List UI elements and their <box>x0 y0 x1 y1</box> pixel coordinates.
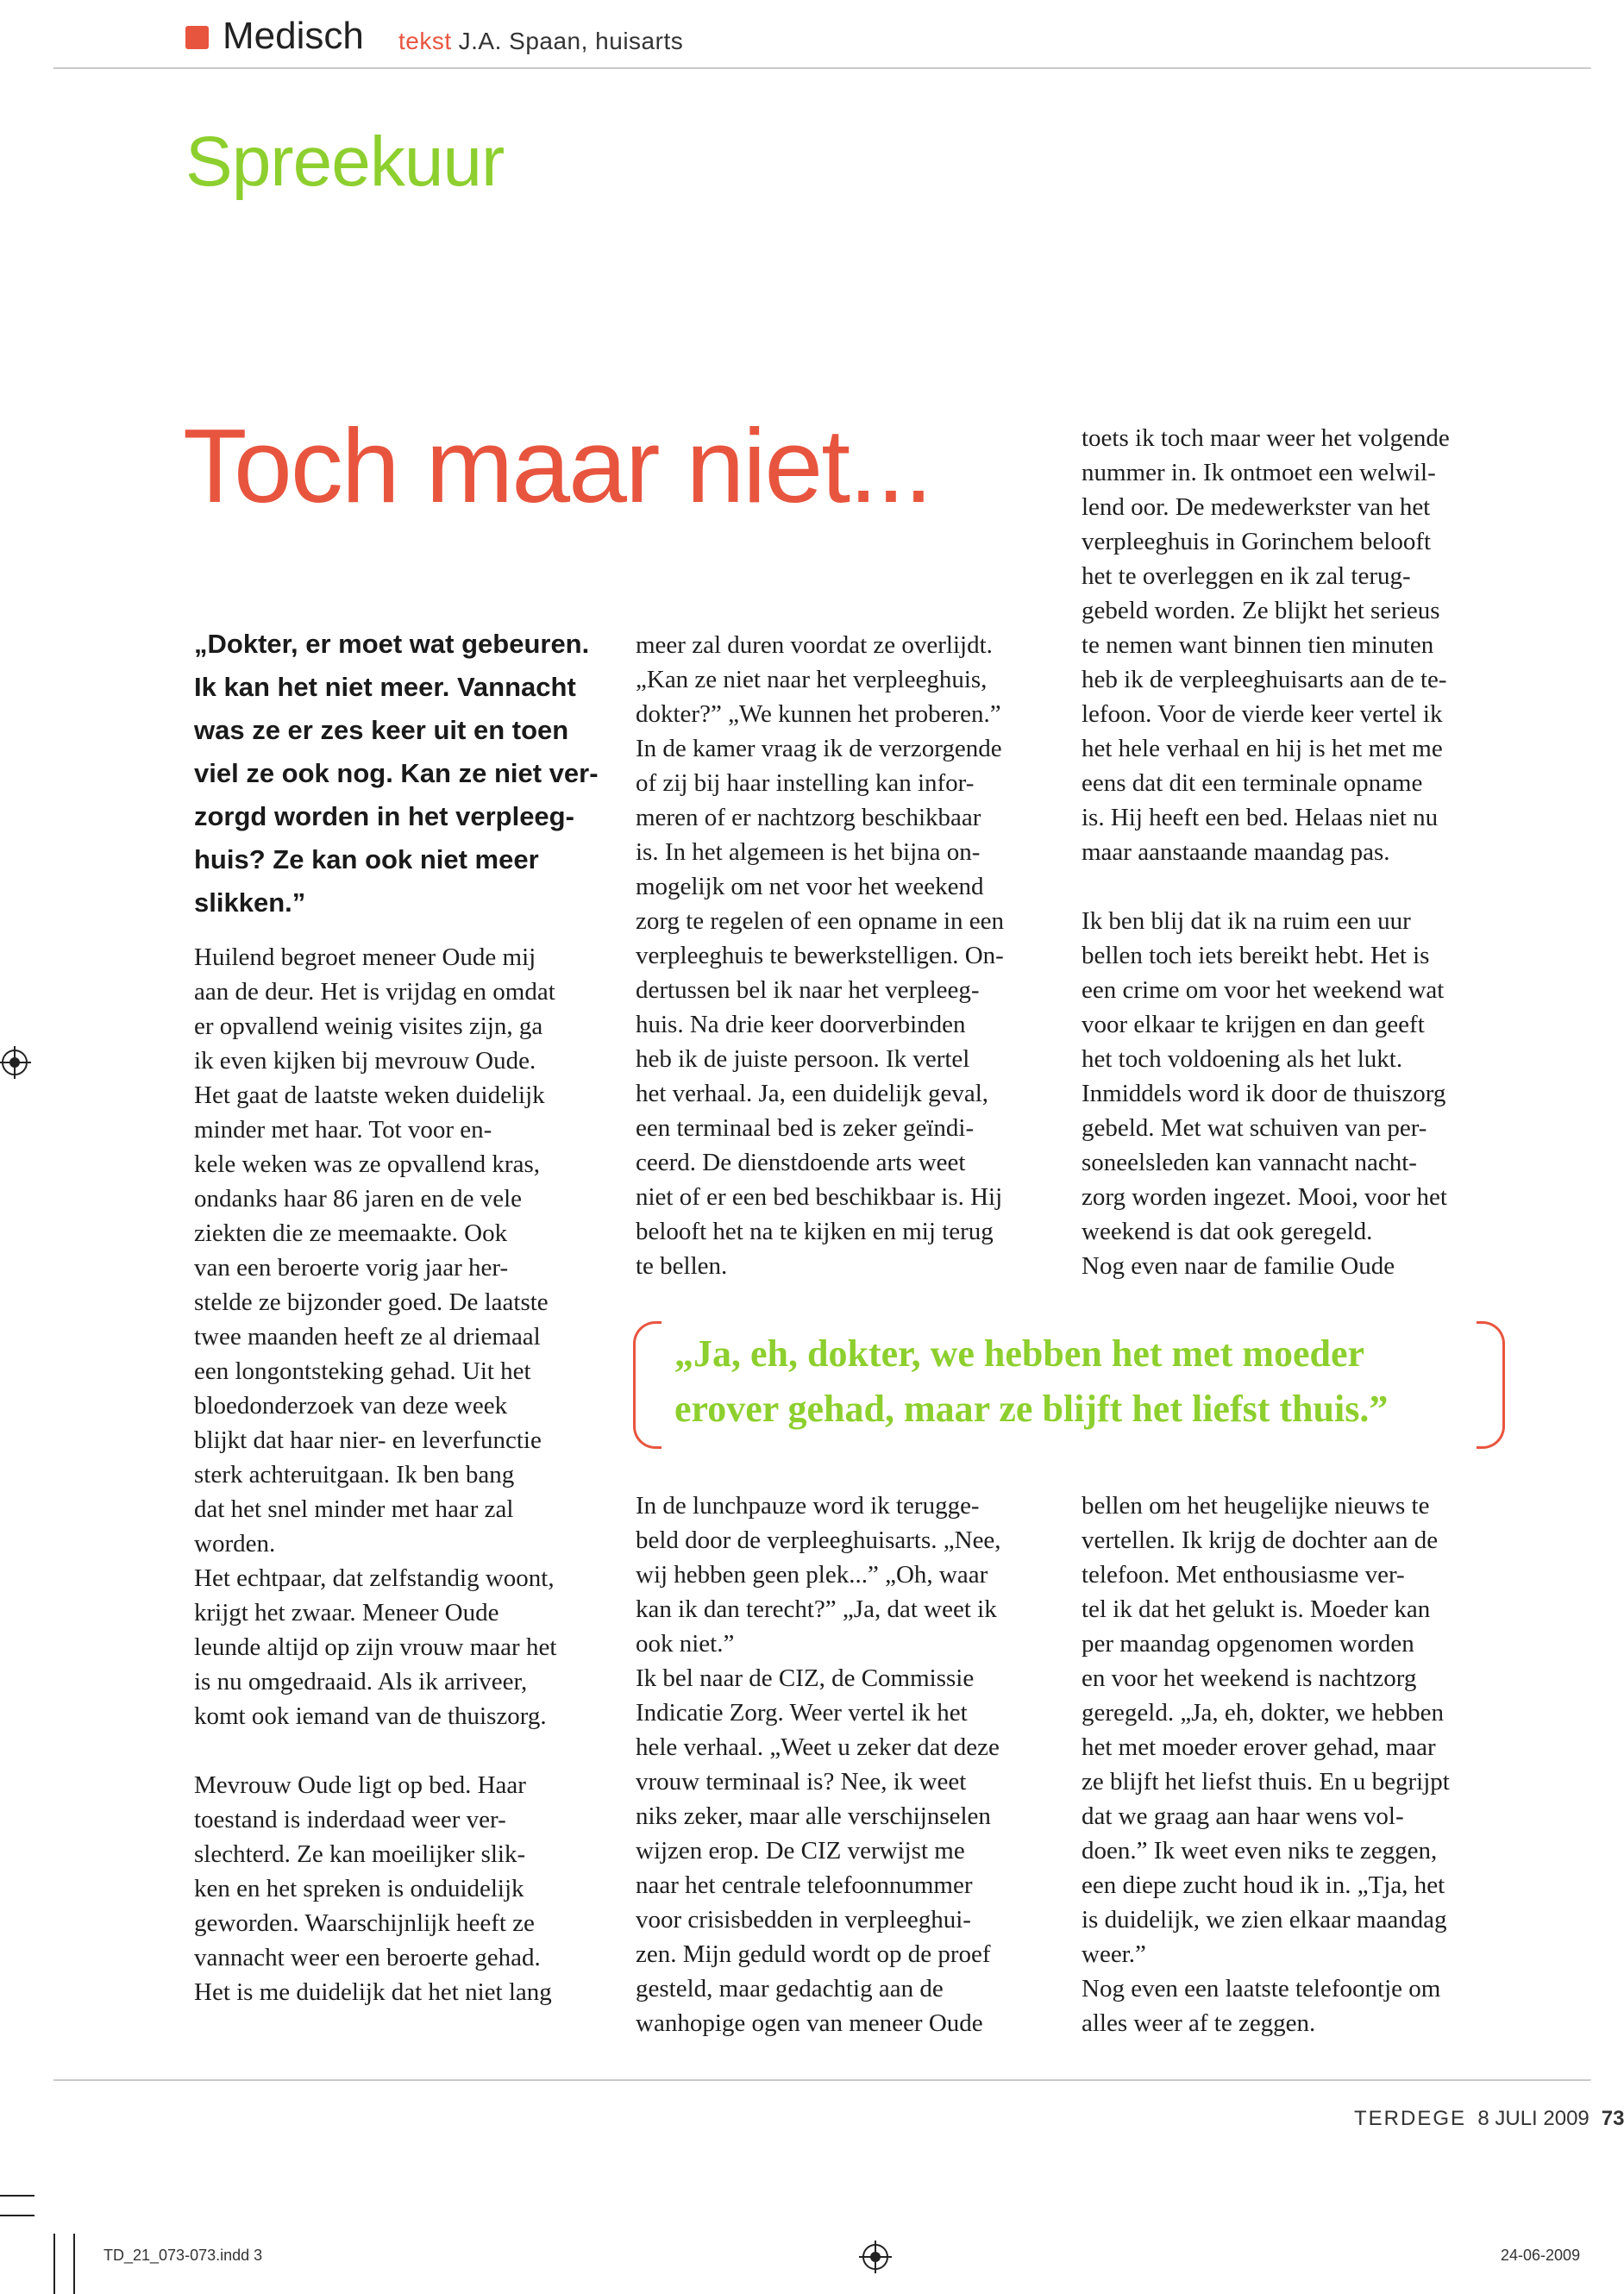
body-column-2-bottom: In de lunchpauze word ik terugge- beld door de verpleeghuisarts. „Nee, wij hebben geen plek...” „Oh, waar kan ik dan terecht?” „Ja, dat weet ik ook niet.” Ik bel naar de CIZ, de Commissie Indicatie Zorg. Weer vertel ik het hele verhaal. „Weet u zeker dat deze vrouw terminaal is? Nee, ik weet niks zeker, maar alle verschijnselen wijzen erop. De CIZ verwijst me naar het centrale telefoonnummer voor crisisbedden in verpleeghui- zen. Mijn geduld wordt op de proef gesteld, maar gedachtig aan de wanhopige ogen van meneer Oude <box>636 1492 1001 2037</box>
byline-lead: tekst <box>398 28 452 54</box>
intro-quote: „Dokter, er moet wat gebeuren. Ik kan het niet meer. Vannacht was ze er zes keer uit en toen viel ze ook nog. Kan ze niet ver- zorgd worden in het verpleeg- huis? Ze kan ook niet meer slikken.” <box>194 629 599 918</box>
body-column-1: Huilend begroet meneer Oude mij aan de deur. Het is vrijdag en omdat er opvallend weinig visites zijn, ga ik even kijken bij mevrouw Oude. Het gaat de laatste weken duidelijk minder met haar. Tot voor en- kele weken was ze opvallend kras, ondanks haar 86 jaren en de vele ziekten die ze meemaakte. Ook van een beroerte vorig jaar her- stelde ze bijzonder goed. De laatste twee maanden heeft ze al driemaal een longontsteking gehad. Uit het bloedonderzoek van deze week blijkt dat haar nier- en leverfunctie sterk achteruitgaan. Ik ben bang dat het snel minder met haar zal worden. Het echtpaar, dat zelfstandig woont, krijgt het zwaar. Meneer Oude leunde altijd op zijn vrouw maar het is nu omgedraaid. Als ik arriveer, komt ook iemand van de thuiszorg. Mevrouw Oude ligt op bed. Haar toestand is inderdaad weer ver- slechterd. Ze kan moeilijker slik- ken en het spreken is onduidelijk geworden. Waarschijnlijk heeft ze vannacht weer een beroerte gehad. Het is me duidelijk dat het niet lang <box>194 943 557 2006</box>
slug-filename: TD_21_073-073.indd 3 <box>103 2247 263 2264</box>
byline <box>398 26 683 57</box>
crop-mark <box>53 2234 55 2294</box>
rubric-title: Spreekuur <box>185 122 505 201</box>
section-title: Medisch <box>223 15 364 57</box>
crop-mark <box>0 2195 34 2197</box>
article-headline: Toch maar niet... <box>183 407 931 524</box>
magazine-name: TERDEGE <box>1354 2107 1467 2130</box>
bottom-divider <box>53 2079 1591 2081</box>
issue-date: 8 JULI 2009 <box>1477 2107 1590 2130</box>
pull-quote: „Ja, eh, dokter, we hebben het met moeder erover gehad, maar ze blijft het liefst thuis.” <box>674 1332 1389 1430</box>
pull-quote-left-bracket <box>633 1321 662 1449</box>
byline-author: J.A. Spaan, huisarts <box>458 28 684 54</box>
top-divider <box>53 67 1591 69</box>
slug-date: 24-06-2009 <box>1501 2247 1581 2264</box>
body-column-3-bottom: bellen om het heugelijke nieuws te vertellen. Ik krijg de dochter aan de telefoon. Met enthousiasme ver- tel ik dat het gelukt is. Moeder kan per maandag opgenomen worden en voor het weekend is nachtzorg geregeld. „Ja, eh, dokter, we hebben het met moeder erover gehad, maar ze blijft het liefst thuis. En u begrijpt dat we graag aan haar wens vol- doen.” Ik weet even niks te zeggen, een diepe zucht houd ik in. „Tja, het is duidelijk, we zien elkaar maandag weer.” Nog even een laatste telefoontje om alles weer af te zeggen. <box>1082 1492 1450 2037</box>
body-column-2-top: meer zal duren voordat ze overlijdt. „Kan ze niet naar het verpleeghuis, dokter?” „We kunnen het proberen.” In de kamer vraag ik de verzorgende of zij bij haar instelling kan infor- meren of er nachtzorg beschikbaar is. In het algemeen is het bijna on- mogelijk om net voor het weekend zorg te regelen of een opname in een verpleeghuis te bewerkstelligen. On- dertussen bel ik naar het verpleeg- huis. Na drie keer doorverbinden heb ik de juiste persoon. Ik vertel het verhaal. Ja, een duidelijk geval, een terminaal bed is zeker geïndi- ceerd. De dienstdoende arts weet niet of er een bed beschikbaar is. Hij belooft het na te kijken en mij terug te bellen. <box>636 631 1005 1280</box>
page-number: 73 <box>1601 2107 1624 2130</box>
section-marker <box>185 26 209 49</box>
registration-mark-icon <box>862 2244 888 2270</box>
crop-mark <box>0 2215 34 2216</box>
body-column-3-top: toets ik toch maar weer het volgende nummer in. Ik ontmoet een welwil- lend oor. De medewerkster van het verpleeghuis in Gorinchem belooft het te overleggen en ik zal terug- gebeld worden. Ze blijkt het serieus te nemen want binnen tien minuten heb ik de verpleeghuisarts aan de te- lefoon. Voor de vierde keer vertel ik het hele verhaal en hij is het met me eens dat dit een terminale opname is. Hij heeft een bed. Helaas niet nu maar aanstaande maandag pas. Ik ben blij dat ik na ruim een uur bellen toch iets bereikt hebt. Het is een crime om voor het weekend wat voor elkaar te krijgen en dan geeft het toch voldoening als het lukt. Inmiddels word ik door de thuiszorg gebeld. Met wat schuiven van per- soneelsleden kan vannacht nacht- zorg worden ingezet. Mooi, voor het weekend is dat ook geregeld. Nog even naar de familie Oude <box>1082 424 1450 1280</box>
page-footer <box>1354 2106 1624 2132</box>
registration-mark-icon <box>2 1050 28 1075</box>
crop-mark <box>73 2234 75 2294</box>
